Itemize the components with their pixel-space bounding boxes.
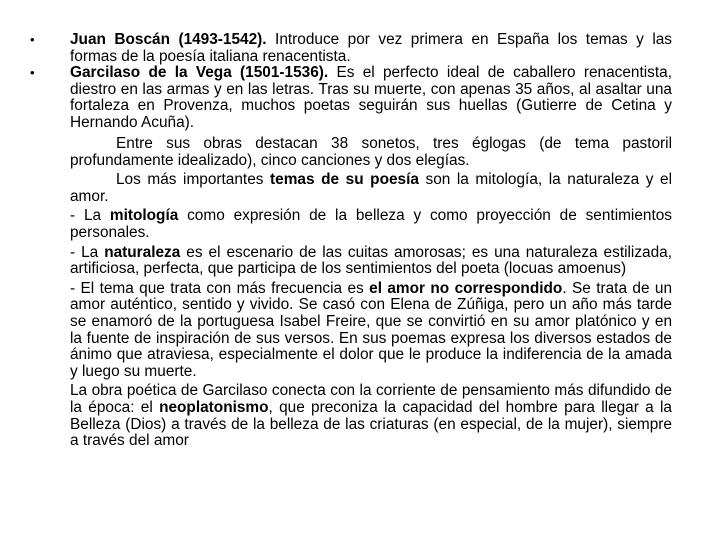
list-item-boscan [0,32,720,65]
temas-tail: son la mitología, la naturaleza y el amor. [70,171,672,205]
boscan-description: Introduce por vez primera en España los temas y las formas de la poesía italiana renacentista. [70,31,672,65]
body-paragraphs [0,133,720,450]
naturaleza-paragraph [70,245,672,278]
neoplatonismo-tail: , que preconiza la capacidad del hombre para llegar a la Belleza (Dios) a través de la belleza de las criaturas (en especial, de la mujer), siempre a través del amor [70,398,672,450]
neoplatonismo-lead: La obra poética de Garcilaso conecta con la corriente de pensamiento más difundido de la época: el [70,382,672,416]
amor-paragraph [70,281,672,381]
bullet-list [0,32,720,132]
boscan-name: Juan Boscán (1493-1542). [70,31,267,48]
temas-lead: Los más importantes [116,171,271,189]
bullet-icon: • [30,32,35,47]
amor-tail: . Se trata de un amor auténtico, sentido y vivido. Se casó con Elena de Zúñiga, pero un año más tarde se enamoró de la portuguesa Isabel Freire, que se convirtió en su amor platónico y en la fuente de inspiración de sus versos. En sus poemas expresa los diversos estados de ánimo que atraviesa, especialmente el dolor que le produce la indiferencia de la amada y luego su muerte. [70,279,673,380]
obras-paragraph: Entre sus obras destacan 38 sonetos, tres églogas (de tema pastoril profundamente idealizado), cinco canciones y dos elegías. [70,135,672,169]
naturaleza-lead: - La [70,243,105,261]
mitologia-tail: como expresión de la belleza y como proyección de sentimientos personales. [70,207,673,241]
mitologia-lead: - La [70,207,110,225]
garcilaso-description: Es el perfecto ideal de caballero renacentista, diestro en las armas y en las letras. Tras su muerte, con apenas 35 años, al asaltar una fortaleza en Provenza, muchos poetas seguirán sus huellas (Gutierre de Cetina y Hernando Acuña). [70,64,672,131]
mitologia-bold: mitología [109,207,179,225]
amor-lead: - El tema que trata con más frecuencia es [70,279,370,297]
list-item-garcilaso [0,65,720,131]
temas-bold: temas de su poesía [270,171,419,189]
neoplatonismo-bold: neoplatonismo [159,398,269,416]
naturaleza-tail: es el escenario de las cuitas amorosas; es una naturaleza estilizada, artificiosa, perfecta, que participa de los sentimientos del poeta (locuas amoenus) [70,243,673,278]
boscan-text [70,32,672,65]
garcilaso-name: Garcilaso de la Vega (1501-1536). [70,64,329,82]
naturaleza-bold: naturaleza [104,243,181,261]
bullet-icon: • [30,65,35,81]
neoplatonismo-paragraph [70,383,672,449]
temas-paragraph [70,172,672,205]
mitologia-paragraph [70,208,672,241]
garcilaso-text [70,65,672,131]
amor-bold: el amor no correspondido [369,279,563,297]
